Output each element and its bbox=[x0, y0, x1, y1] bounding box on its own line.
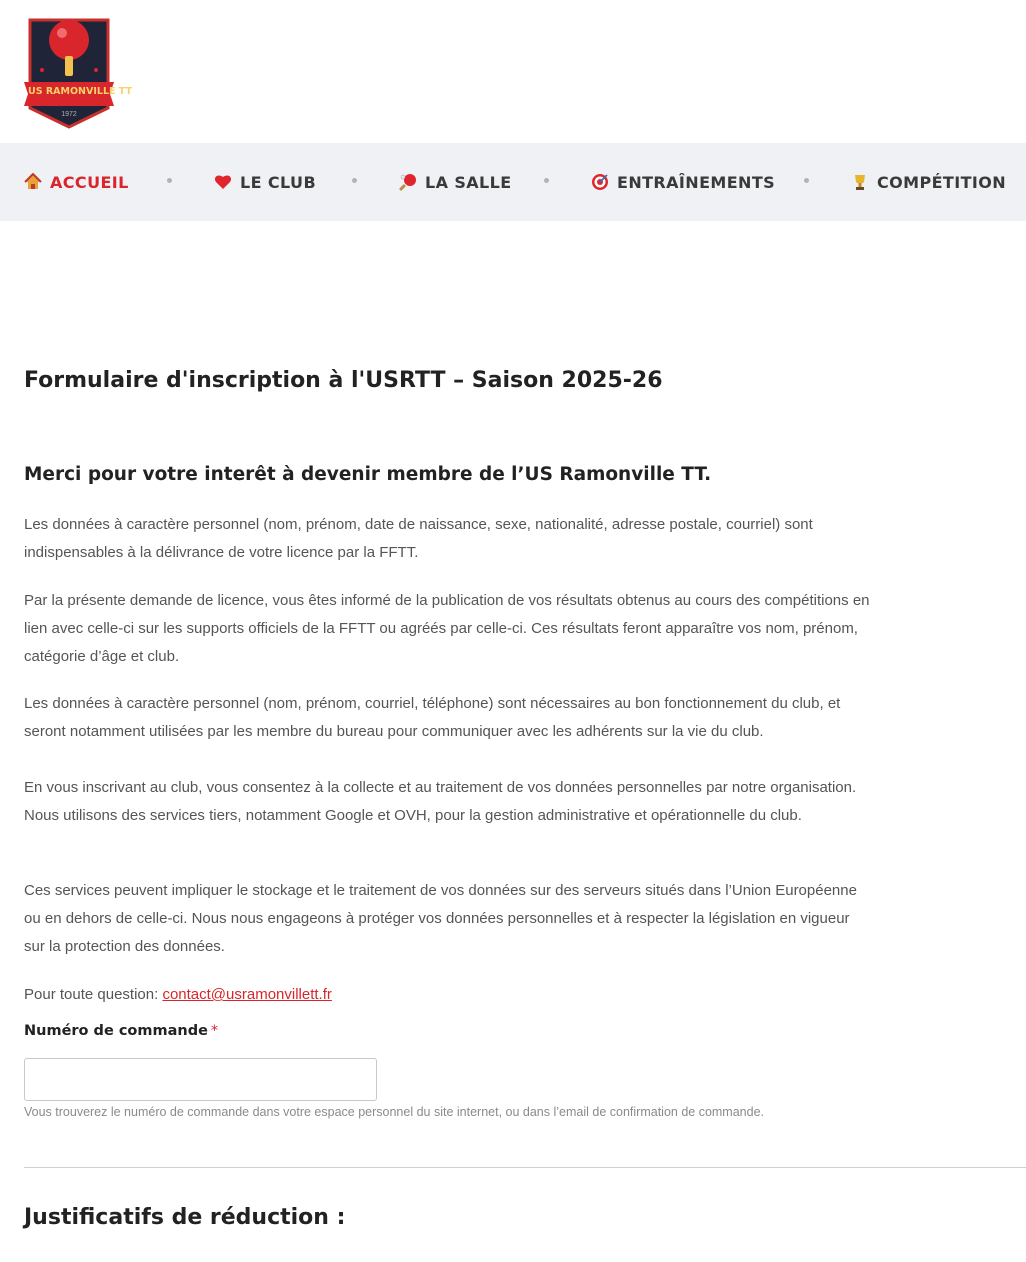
page-title: Formulaire d'inscription à l'USRTT – Saison 2025-26 bbox=[24, 368, 663, 393]
order-number-help: Vous trouverez le numéro de commande dans votre espace personnel du site internet, ou dans l’email de confirmation de commande. bbox=[24, 1105, 765, 1119]
nav-item-competition[interactable] bbox=[851, 143, 1006, 221]
nav-separator bbox=[352, 178, 357, 183]
contact-line bbox=[24, 981, 332, 1009]
required-marker: * bbox=[210, 1023, 219, 1039]
contact-prefix: Pour toute question: bbox=[24, 986, 163, 1003]
house-icon bbox=[24, 173, 42, 191]
section-divider bbox=[24, 1167, 1026, 1168]
nav-separator bbox=[544, 178, 549, 183]
nav-label-entrainements: ENTRAÎNEMENTS bbox=[617, 172, 776, 192]
nav-item-la-salle[interactable] bbox=[399, 143, 512, 221]
heart-icon bbox=[214, 173, 232, 191]
nav-separator bbox=[167, 178, 172, 183]
nav-label-la-salle: LA SALLE bbox=[425, 172, 512, 192]
nav-separator bbox=[804, 178, 809, 183]
privacy-paragraph-consent: En vous inscrivant au club, vous consentez à la collecte et au traitement de vos données personnelles par notre organisation. Nous utilisons des services tiers, notamment Google et OVH, pour la gestion administrative et opérationnelle du club. bbox=[24, 779, 857, 824]
nav-item-le-club[interactable] bbox=[214, 143, 316, 221]
site-header bbox=[0, 0, 1026, 143]
privacy-paragraph-storage: Ces services peuvent impliquer le stockage et le traitement de vos données sur des serveurs situés dans l’Union Européenne ou en dehors de celle-ci. Nous nous engageons à protéger vos données personnelles et à respecter la législation en vigueur sur la protection des données. bbox=[24, 882, 857, 955]
trophy-icon bbox=[851, 173, 869, 191]
order-number-label-text: Numéro de commande bbox=[24, 1023, 208, 1039]
order-number-input[interactable] bbox=[24, 1058, 377, 1101]
contact-email-link[interactable]: contact@usramonvillett.fr bbox=[162, 986, 332, 1003]
ping-pong-icon bbox=[399, 173, 417, 191]
nav-item-entrainements[interactable] bbox=[591, 143, 775, 221]
nav-label-le-club: LE CLUB bbox=[240, 172, 317, 192]
privacy-paragraph-licence: Les données à caractère personnel (nom, prénom, date de naissance, sexe, nationalité, adresse postale, courriel) sont indispensables à la délivrance de votre licence par la FFTT. bbox=[24, 516, 813, 561]
reduction-proofs-title: Justificatifs de réduction : bbox=[24, 1205, 346, 1230]
privacy-paragraph-club: Les données à caractère personnel (nom, prénom, courriel, téléphone) sont nécessaires au bon fonctionnement du club, et seront notamment utilisées par les membre du bureau pour communiquer avec les adhérents sur la vie du club. bbox=[24, 695, 841, 740]
nav-item-accueil[interactable] bbox=[24, 143, 129, 221]
nav-label-accueil: ACCUEIL bbox=[50, 172, 129, 192]
welcome-subtitle: Merci pour votre interêt à devenir membre de l’US Ramonville TT. bbox=[24, 464, 712, 485]
privacy-paragraph-results: Par la présente demande de licence, vous êtes informé de la publication de vos résultats obtenus au cours des compétitions en lien avec celle-ci sur les supports officiels de la FFTT ou agréés par celle-ci. Ces résultats feront apparaître vos nom, prénom, catégorie d’âge et club. bbox=[24, 592, 870, 665]
club-logo[interactable] bbox=[24, 12, 132, 130]
logo-text: US RAMONVILLE TT bbox=[28, 86, 132, 97]
target-icon bbox=[591, 173, 609, 191]
order-number-label bbox=[24, 1023, 218, 1039]
logo-year: 1972 bbox=[61, 111, 77, 118]
nav-label-competition: COMPÉTITION bbox=[877, 172, 1007, 192]
